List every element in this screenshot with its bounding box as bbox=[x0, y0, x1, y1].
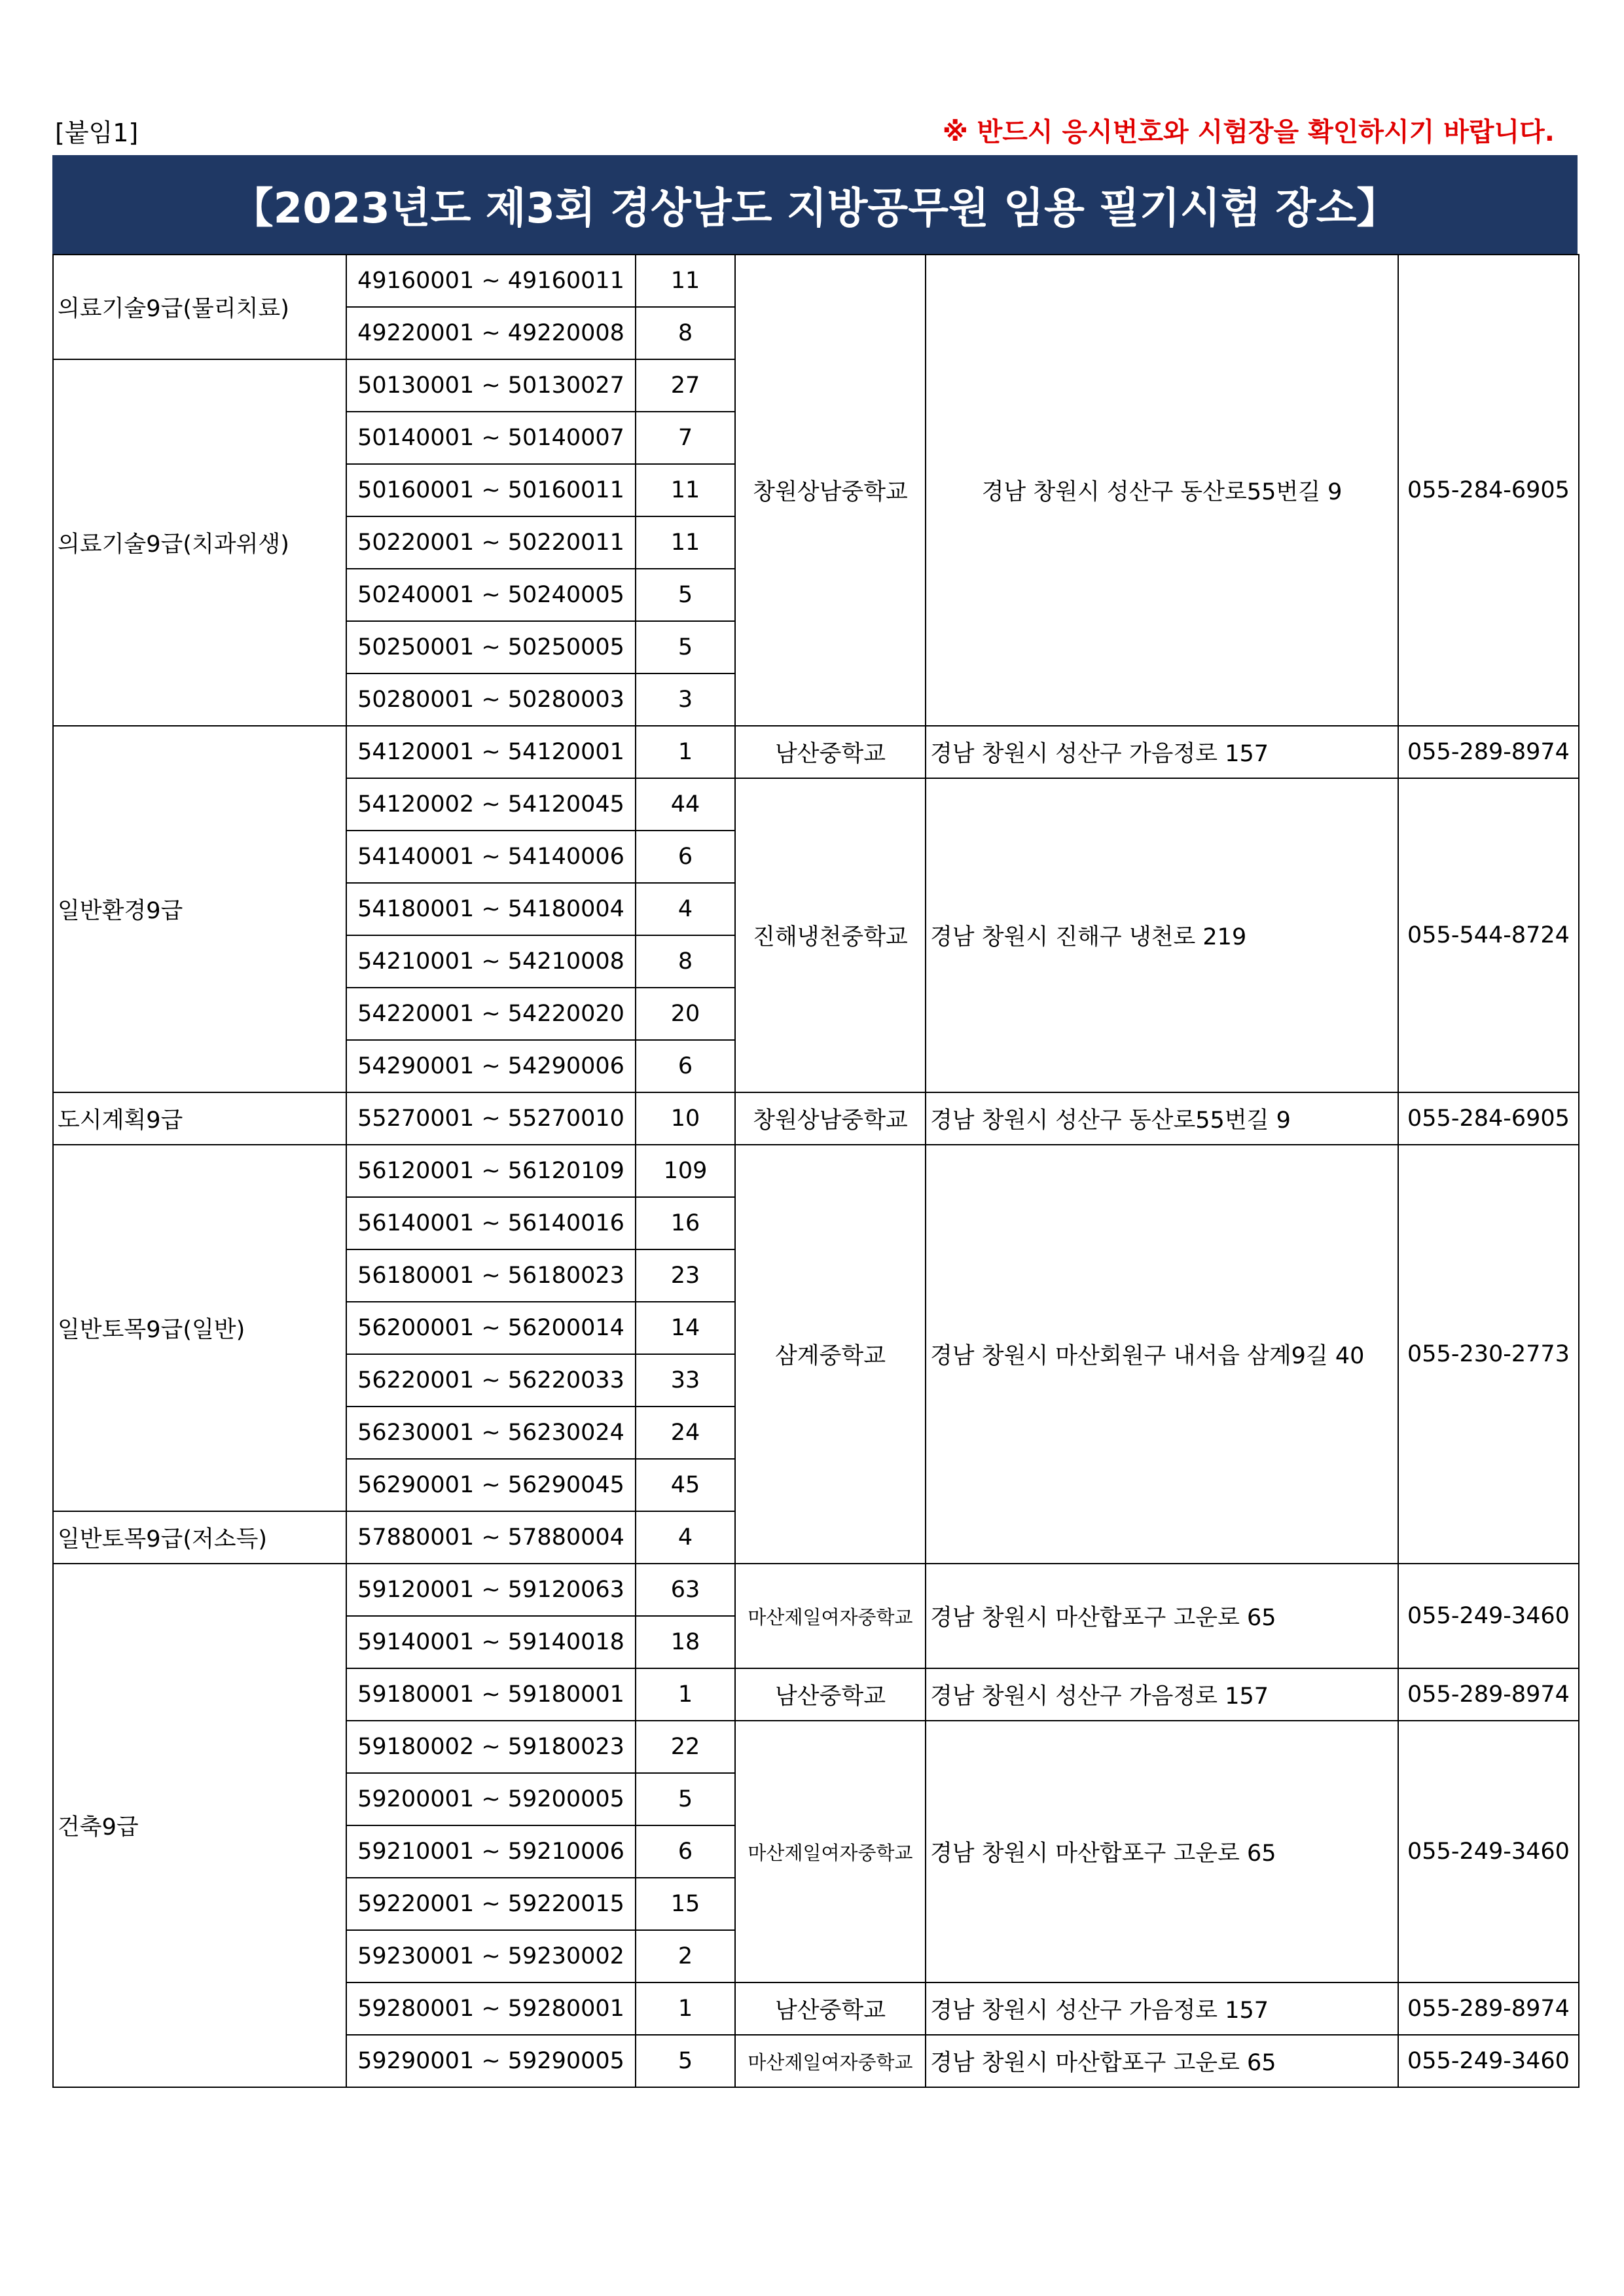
applicant-count-cell: 27 bbox=[636, 359, 735, 412]
category-cell: 일반토목9급(일반) bbox=[53, 1145, 346, 1511]
applicant-count-cell: 6 bbox=[636, 1825, 735, 1878]
applicant-count-cell: 4 bbox=[636, 1511, 735, 1564]
applicant-count-cell: 109 bbox=[636, 1145, 735, 1197]
applicant-count-cell: 2 bbox=[636, 1930, 735, 1982]
exam-number-range-cell: 49220001 ~ 49220008 bbox=[346, 307, 636, 359]
exam-number-range-cell: 59180002 ~ 59180023 bbox=[346, 1721, 636, 1773]
exam-number-range-cell: 59180001 ~ 59180001 bbox=[346, 1668, 636, 1721]
school-cell: 마산제일여자중학교 bbox=[735, 1721, 926, 1982]
table-row bbox=[53, 1145, 1579, 1197]
phone-cell: 055-284-6905 bbox=[1398, 255, 1579, 726]
address-cell: 경남 창원시 진해구 냉천로 219 bbox=[926, 778, 1398, 1092]
document-title: 【2023년도 제3회 경상남도 지방공무원 임용 필기시험 장소】 bbox=[231, 184, 1399, 233]
address-cell: 경남 창원시 성산구 가음정로 157 bbox=[926, 1668, 1398, 1721]
exam-number-range-cell: 57880001 ~ 57880004 bbox=[346, 1511, 636, 1564]
applicant-count-cell: 63 bbox=[636, 1564, 735, 1616]
exam-number-range-cell: 59140001 ~ 59140018 bbox=[346, 1616, 636, 1668]
exam-number-range-cell: 50140001 ~ 50140007 bbox=[346, 412, 636, 464]
exam-venue-table bbox=[52, 254, 1579, 2088]
exam-number-range-cell: 50220001 ~ 50220011 bbox=[346, 516, 636, 569]
exam-number-range-cell: 50280001 ~ 50280003 bbox=[346, 673, 636, 726]
phone-cell: 055-284-6905 bbox=[1398, 1092, 1579, 1145]
exam-number-range-cell: 50160001 ~ 50160011 bbox=[346, 464, 636, 516]
category-cell: 의료기술9급(치과위생) bbox=[53, 359, 346, 726]
applicant-count-cell: 23 bbox=[636, 1249, 735, 1302]
exam-number-range-cell: 59230001 ~ 59230002 bbox=[346, 1930, 636, 1982]
applicant-count-cell: 18 bbox=[636, 1616, 735, 1668]
exam-number-range-cell: 56220001 ~ 56220033 bbox=[346, 1354, 636, 1407]
category-cell: 의료기술9급(물리치료) bbox=[53, 255, 346, 359]
school-cell: 진해냉천중학교 bbox=[735, 778, 926, 1092]
exam-number-range-cell: 54290001 ~ 54290006 bbox=[346, 1040, 636, 1092]
applicant-count-cell: 5 bbox=[636, 569, 735, 621]
category-cell: 건축9급 bbox=[53, 1564, 346, 2087]
applicant-count-cell: 14 bbox=[636, 1302, 735, 1354]
document-title-banner bbox=[52, 155, 1578, 254]
school-cell: 남산중학교 bbox=[735, 726, 926, 778]
address-cell: 경남 창원시 마산합포구 고운로 65 bbox=[926, 1564, 1398, 1668]
school-cell: 남산중학교 bbox=[735, 1668, 926, 1721]
address-cell: 경남 창원시 성산구 동산로55번길 9 bbox=[926, 1092, 1398, 1145]
exam-number-range-cell: 56140001 ~ 56140016 bbox=[346, 1197, 636, 1249]
exam-number-range-cell: 50250001 ~ 50250005 bbox=[346, 621, 636, 673]
phone-cell: 055-289-8974 bbox=[1398, 1668, 1579, 1721]
applicant-count-cell: 11 bbox=[636, 464, 735, 516]
applicant-count-cell: 20 bbox=[636, 988, 735, 1040]
exam-number-range-cell: 54180001 ~ 54180004 bbox=[346, 883, 636, 935]
exam-number-range-cell: 59220001 ~ 59220015 bbox=[346, 1878, 636, 1930]
address-cell: 경남 창원시 마산합포구 고운로 65 bbox=[926, 2035, 1398, 2087]
category-cell: 도시계획9급 bbox=[53, 1092, 346, 1145]
school-cell: 삼계중학교 bbox=[735, 1145, 926, 1564]
exam-number-range-cell: 54220001 ~ 54220020 bbox=[346, 988, 636, 1040]
exam-number-range-cell: 59120001 ~ 59120063 bbox=[346, 1564, 636, 1616]
applicant-count-cell: 4 bbox=[636, 883, 735, 935]
exam-number-range-cell: 54140001 ~ 54140006 bbox=[346, 831, 636, 883]
applicant-count-cell: 45 bbox=[636, 1459, 735, 1511]
exam-number-range-cell: 56290001 ~ 56290045 bbox=[346, 1459, 636, 1511]
applicant-count-cell: 6 bbox=[636, 831, 735, 883]
applicant-count-cell: 5 bbox=[636, 1773, 735, 1825]
applicant-count-cell: 22 bbox=[636, 1721, 735, 1773]
notice-text: ※ 반드시 응시번호와 시험장을 확인하시기 바랍니다. bbox=[942, 117, 1555, 147]
exam-number-range-cell: 56120001 ~ 56120109 bbox=[346, 1145, 636, 1197]
school-cell: 남산중학교 bbox=[735, 1982, 926, 2035]
phone-cell: 055-289-8974 bbox=[1398, 1982, 1579, 2035]
school-cell: 창원상남중학교 bbox=[735, 1092, 926, 1145]
address-cell: 경남 창원시 마산회원구 내서읍 삼계9길 40 bbox=[926, 1145, 1398, 1564]
exam-number-range-cell: 56230001 ~ 56230024 bbox=[346, 1407, 636, 1459]
address-cell: 경남 창원시 성산구 가음정로 157 bbox=[926, 1982, 1398, 2035]
category-cell: 일반환경9급 bbox=[53, 726, 346, 1092]
phone-cell: 055-249-3460 bbox=[1398, 1564, 1579, 1668]
applicant-count-cell: 1 bbox=[636, 726, 735, 778]
attachment-label: [붙임1] bbox=[55, 118, 139, 147]
exam-number-range-cell: 56200001 ~ 56200014 bbox=[346, 1302, 636, 1354]
phone-cell: 055-289-8974 bbox=[1398, 726, 1579, 778]
applicant-count-cell: 5 bbox=[636, 2035, 735, 2087]
exam-number-range-cell: 59290001 ~ 59290005 bbox=[346, 2035, 636, 2087]
exam-number-range-cell: 59210001 ~ 59210006 bbox=[346, 1825, 636, 1878]
table-row bbox=[53, 726, 1579, 778]
applicant-count-cell: 11 bbox=[636, 255, 735, 307]
address-cell: 경남 창원시 성산구 가음정로 157 bbox=[926, 726, 1398, 778]
phone-cell: 055-249-3460 bbox=[1398, 1721, 1579, 1982]
school-cell: 마산제일여자중학교 bbox=[735, 2035, 926, 2087]
applicant-count-cell: 16 bbox=[636, 1197, 735, 1249]
exam-number-range-cell: 59200001 ~ 59200005 bbox=[346, 1773, 636, 1825]
applicant-count-cell: 11 bbox=[636, 516, 735, 569]
category-cell: 일반토목9급(저소득) bbox=[53, 1511, 346, 1564]
exam-number-range-cell: 56180001 ~ 56180023 bbox=[346, 1249, 636, 1302]
exam-number-range-cell: 50130001 ~ 50130027 bbox=[346, 359, 636, 412]
exam-number-range-cell: 49160001 ~ 49160011 bbox=[346, 255, 636, 307]
applicant-count-cell: 3 bbox=[636, 673, 735, 726]
applicant-count-cell: 33 bbox=[636, 1354, 735, 1407]
exam-number-range-cell: 59280001 ~ 59280001 bbox=[346, 1982, 636, 2035]
exam-number-range-cell: 54210001 ~ 54210008 bbox=[346, 935, 636, 988]
applicant-count-cell: 15 bbox=[636, 1878, 735, 1930]
exam-number-range-cell: 54120002 ~ 54120045 bbox=[346, 778, 636, 831]
applicant-count-cell: 5 bbox=[636, 621, 735, 673]
table-row bbox=[53, 1092, 1579, 1145]
applicant-count-cell: 10 bbox=[636, 1092, 735, 1145]
exam-number-range-cell: 55270001 ~ 55270010 bbox=[346, 1092, 636, 1145]
applicant-count-cell: 44 bbox=[636, 778, 735, 831]
phone-cell: 055-249-3460 bbox=[1398, 2035, 1579, 2087]
phone-cell: 055-544-8724 bbox=[1398, 778, 1579, 1092]
exam-number-range-cell: 50240001 ~ 50240005 bbox=[346, 569, 636, 621]
applicant-count-cell: 6 bbox=[636, 1040, 735, 1092]
table-row bbox=[53, 255, 1579, 307]
school-cell: 창원상남중학교 bbox=[735, 255, 926, 726]
school-cell: 마산제일여자중학교 bbox=[735, 1564, 926, 1668]
applicant-count-cell: 7 bbox=[636, 412, 735, 464]
applicant-count-cell: 1 bbox=[636, 1668, 735, 1721]
applicant-count-cell: 1 bbox=[636, 1982, 735, 2035]
table-row bbox=[53, 1564, 1579, 1616]
phone-cell: 055-230-2773 bbox=[1398, 1145, 1579, 1564]
applicant-count-cell: 24 bbox=[636, 1407, 735, 1459]
address-cell: 경남 창원시 마산합포구 고운로 65 bbox=[926, 1721, 1398, 1982]
exam-number-range-cell: 54120001 ~ 54120001 bbox=[346, 726, 636, 778]
applicant-count-cell: 8 bbox=[636, 307, 735, 359]
applicant-count-cell: 8 bbox=[636, 935, 735, 988]
address-cell: 경남 창원시 성산구 동산로55번길 9 bbox=[926, 255, 1398, 726]
